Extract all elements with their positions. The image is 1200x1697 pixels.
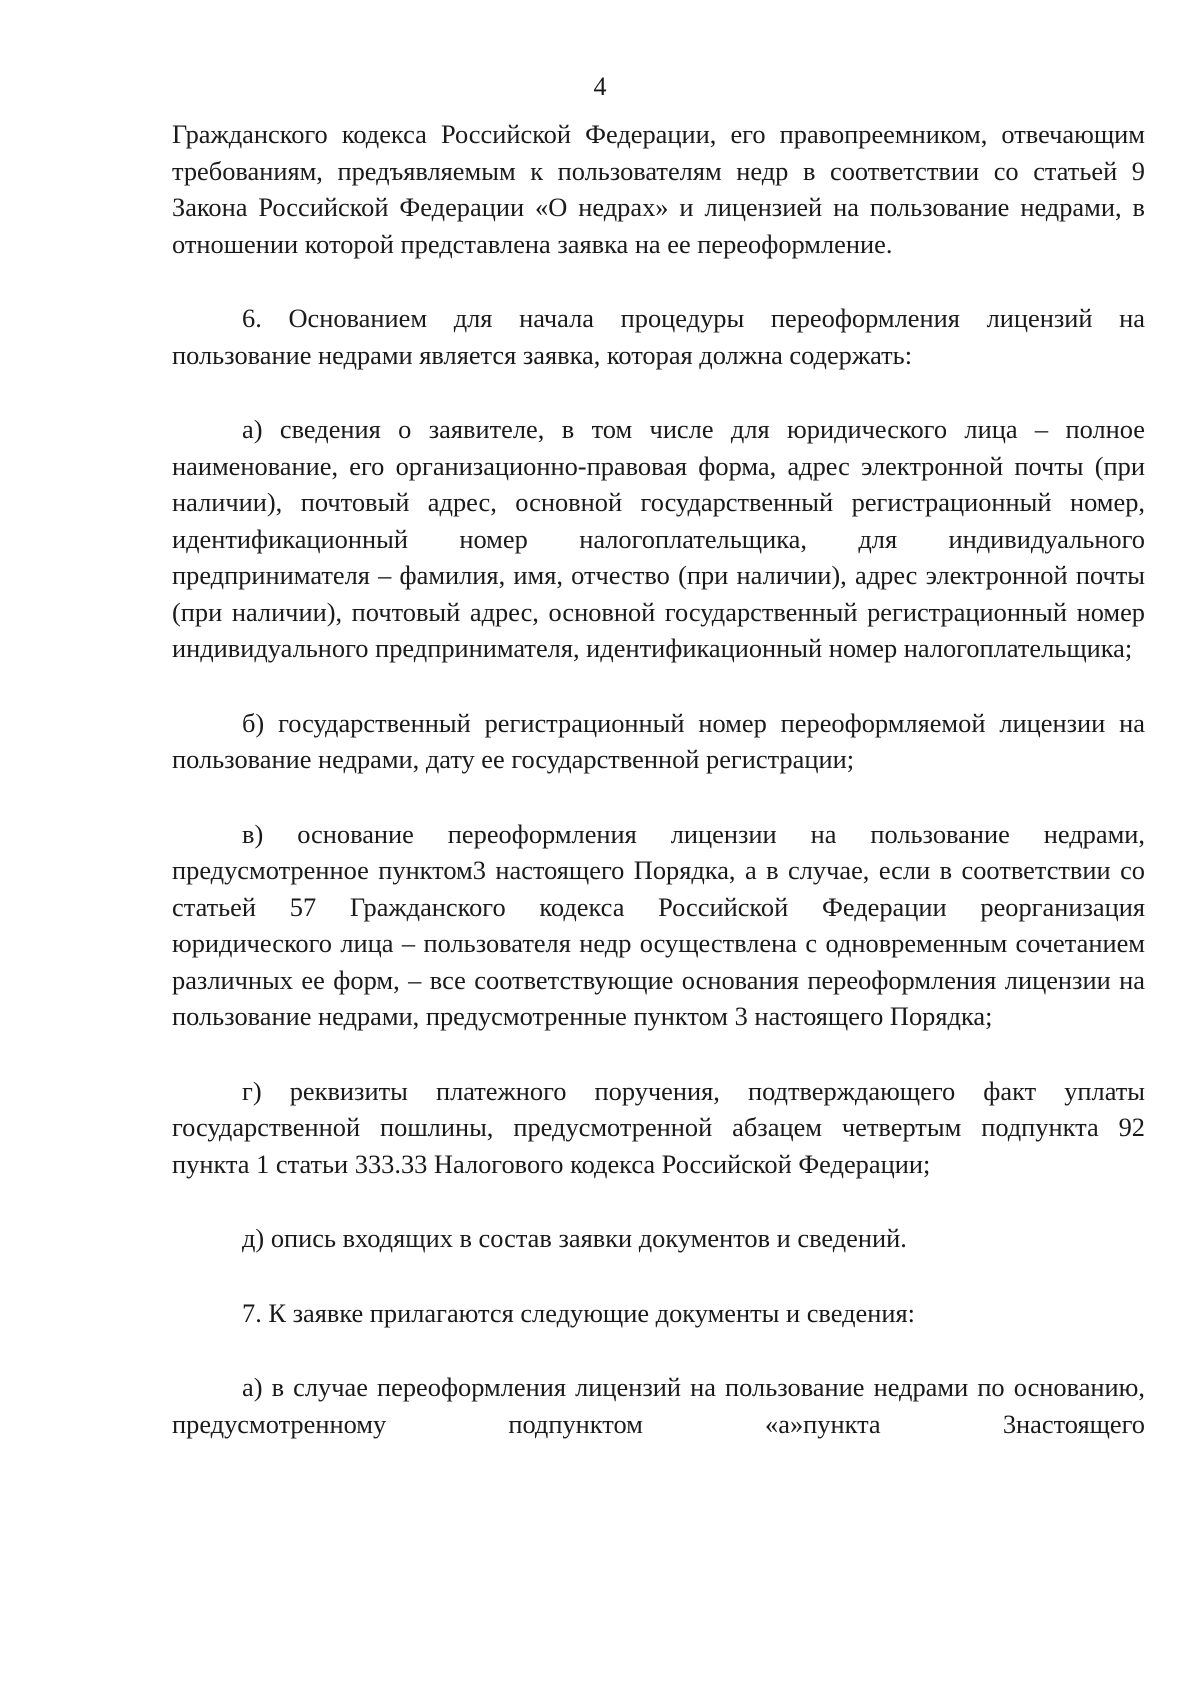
paragraph-item-6: 6. Основанием для начала процедуры переоформления лицензий на пользование недрами является заявка, которая должна содержать:	[172, 303, 1145, 370]
paragraph-item-7a: а) в случае переоформления лицензий на пользование недрами по основанию, предусмотренному подпунктом «а»пункта 3настоящего	[172, 1372, 1145, 1439]
paragraph-item-7: 7. К заявке прилагаются следующие документы и сведения:	[242, 1297, 915, 1328]
page-number: 4	[593, 72, 607, 101]
paragraph-item-6a: а) сведения о заявителе, в том числе для юридического лица – полное наименование, его организационно-правовая форма, адрес электронной почты (при наличии), почтовый адрес, основной государственный регистрационный номер, идентификационный номер налогоплательщика, для индивидуального предпринимателя – фамилия, имя, отчество (при наличии), адрес электронной почты (при наличии), почтовый адрес, основной государственный регистрационный номер индивидуального предпринимателя, идентификационный номер налогоплательщика;	[172, 414, 1145, 663]
document-body	[172, 116, 1145, 1480]
paragraph-item-6g: г) реквизиты платежного поручения, подтверждающего факт уплаты государственной пошлины, предусмотренной абзацем четвертым подпункта 92 пункта 1 статьи 333.33 Налогового кодекса Российской Федерации;	[172, 1075, 1145, 1179]
paragraph-item-6v: в) основание переоформления лицензии на пользование недрами, предусмотренное пунктом3 настоящего Порядка, а в случае, если в соответствии со статьей 57 Гражданского кодекса Российской Федерации реорганизация юридического лица – пользователя недр осуществлена с одновременным сочетанием различных ее форм, – все соответствующие основания переоформления лицензии на пользование недрами, предусмотренные пунктом 3 настоящего Порядка;	[172, 818, 1145, 1031]
paragraph-continuation: Гражданского кодекса Российской Федерации, его правопреемником, отвечающим требованиям, предъявляемым к пользователям недр в соответствии со статьей 9 Закона Российской Федерации «О недрах» и лицензией на пользование недрами, в отношении которой представлена заявка на ее переоформление.	[172, 119, 1145, 259]
paragraph-item-6b: б) государственный регистрационный номер переоформляемой лицензии на пользование недрами, дату ее государственной регистрации;	[172, 707, 1145, 774]
paragraph-item-6d: д) опись входящих в состав заявки документов и сведений.	[242, 1223, 907, 1253]
